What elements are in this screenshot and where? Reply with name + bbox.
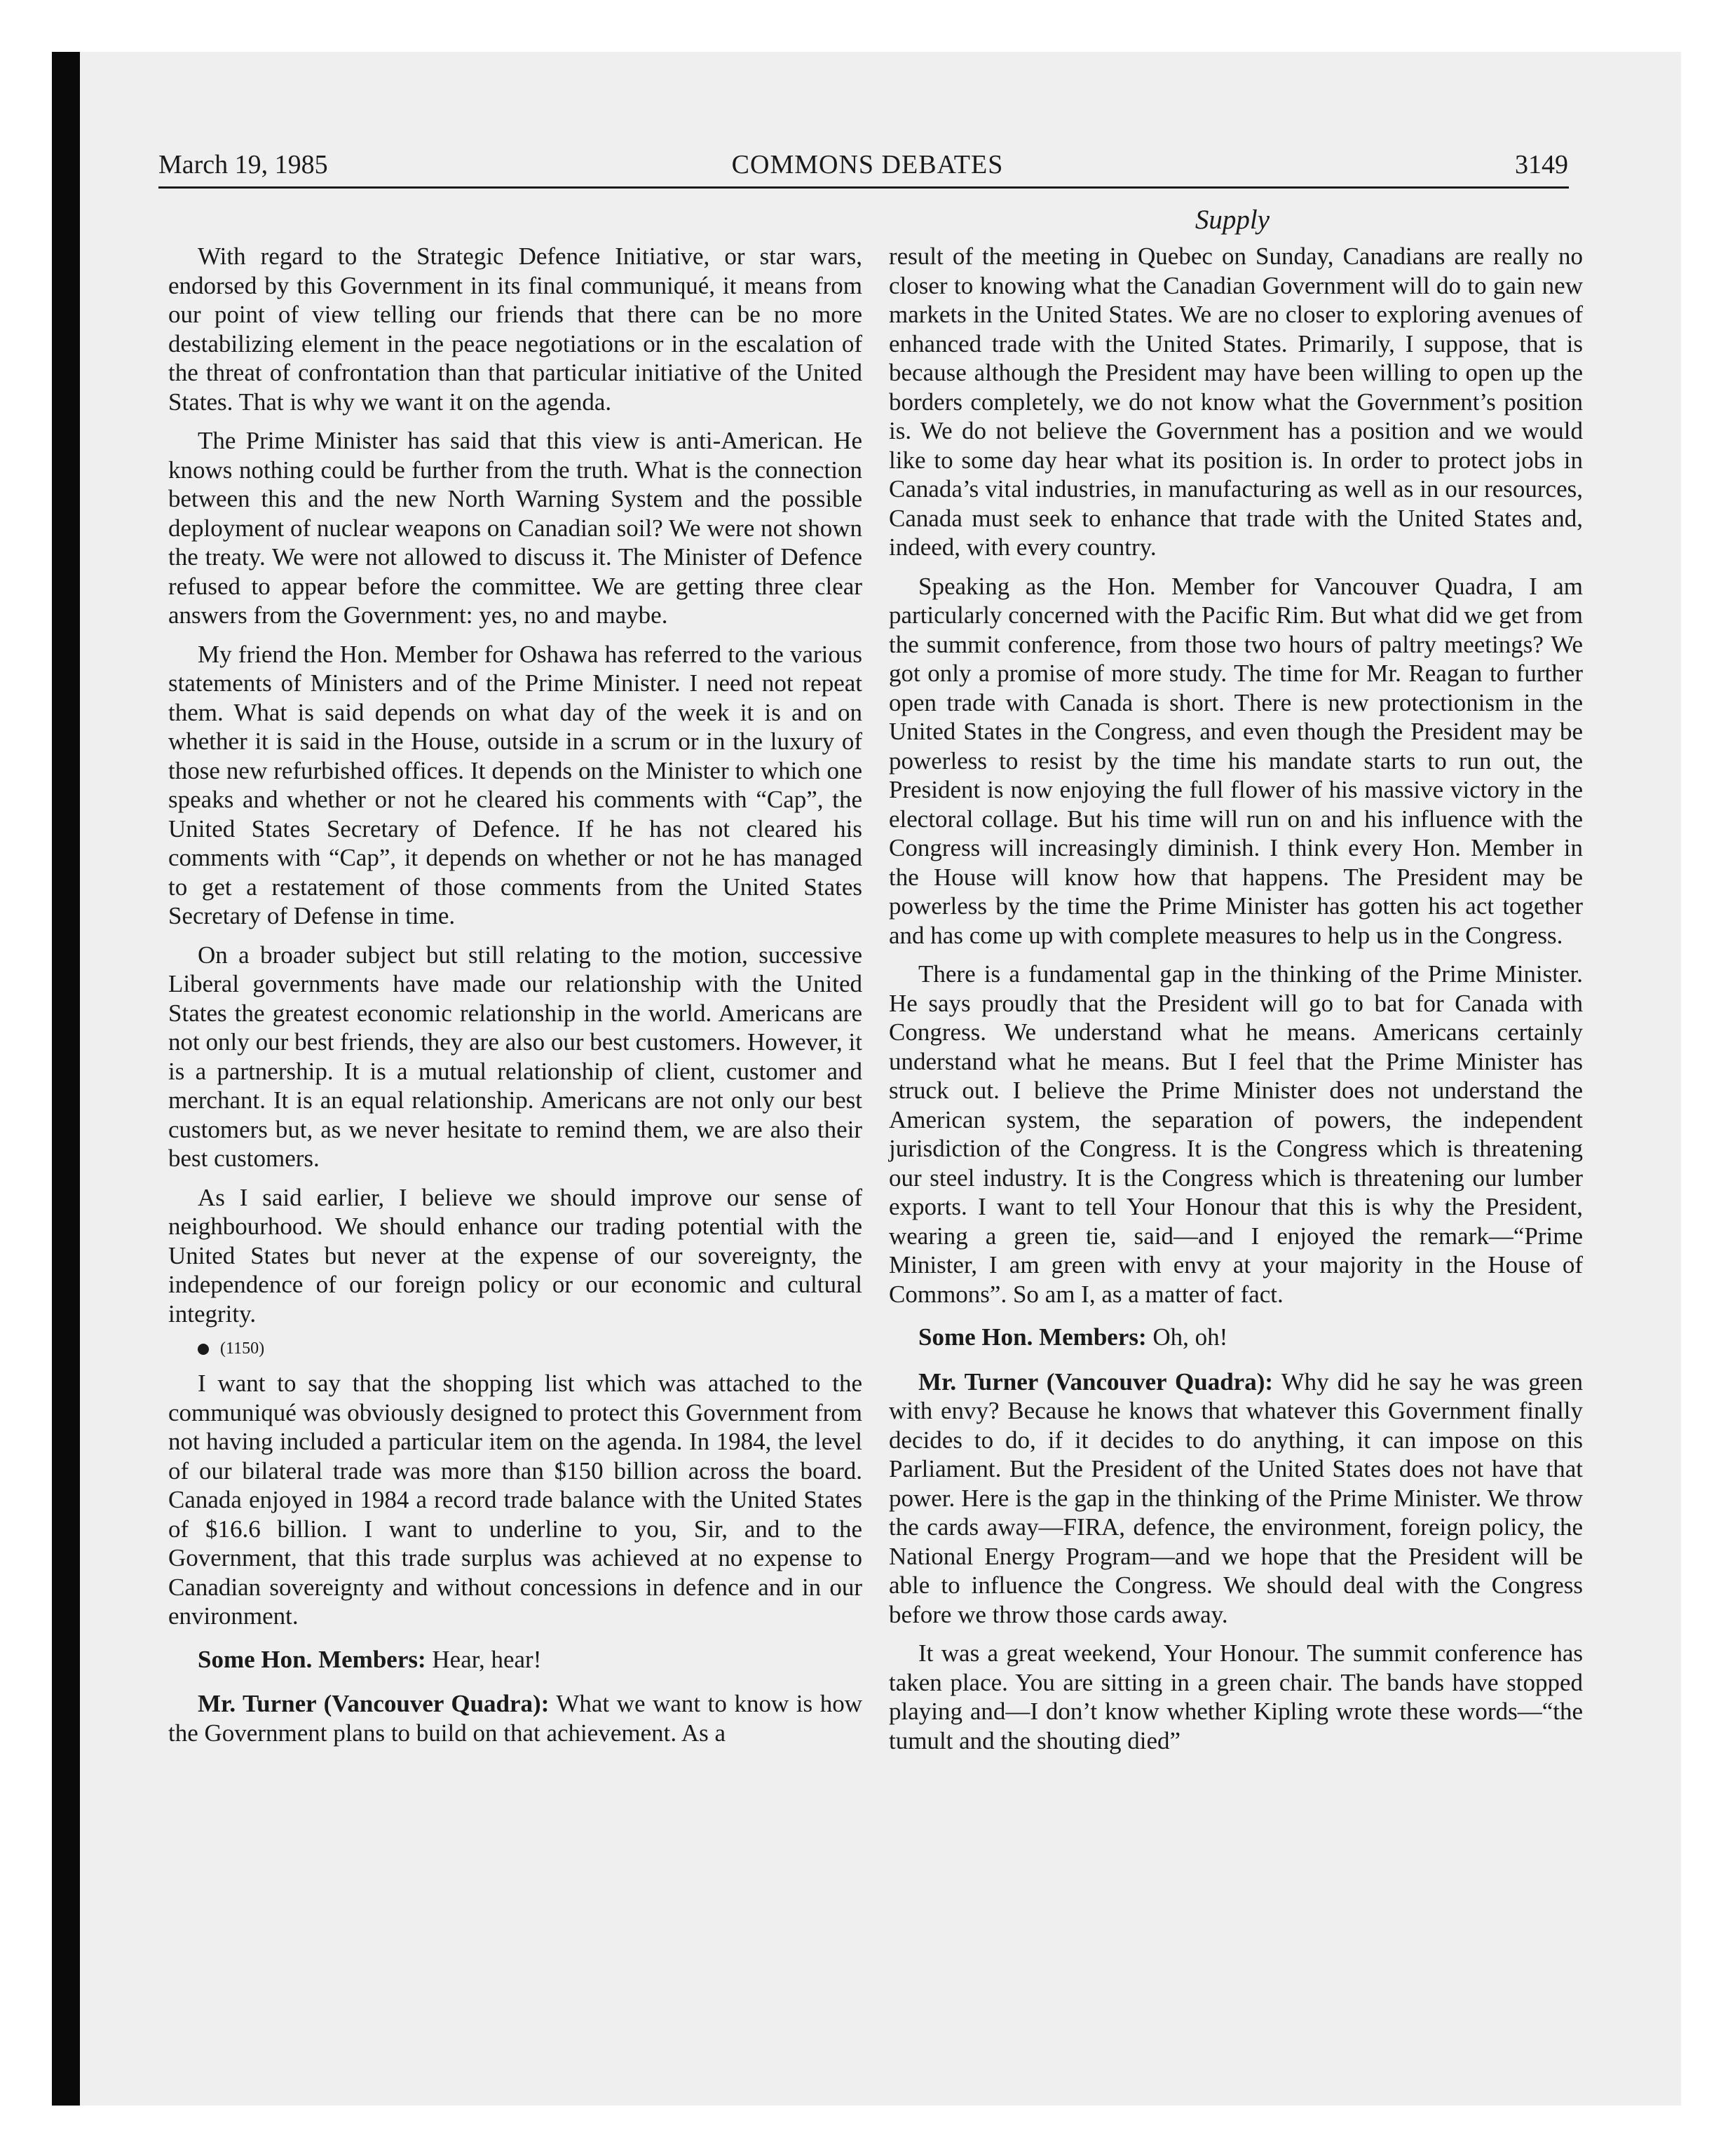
section-title: Supply xyxy=(1195,205,1270,235)
paragraph: My friend the Hon. Member for Oshawa has referred to the various statements of Ministers and of the Prime Minister. I need not repeat them. What is said depends on what day of the week it is and on whether it is said in the House, outside in a scrum or in the luxury of those new refurbished offices. It depends on the Minister to which one speaks and whether or not he cleared his comments with “Cap”, the United States Secretary of Defence. If he has not cleared his comments with “Cap”, it depends on whether or not he has managed to get a restatement of those comments from the United States Secretary of Defense in time. xyxy=(168,640,862,929)
header-rule xyxy=(158,186,1569,189)
right-column xyxy=(889,242,1583,1765)
speaker-name: Some Hon. Members: xyxy=(198,1645,426,1673)
scan-edge-bar xyxy=(52,52,80,2106)
timestamp-marker xyxy=(168,1338,862,1359)
header-publication-title: COMMONS DEBATES xyxy=(731,150,1004,179)
header-page-number: 3149 xyxy=(1515,150,1568,179)
left-column xyxy=(168,242,862,1757)
speech-text: What we want to know is how the Government plans to build on that achievement. As a xyxy=(168,1690,863,1747)
interjection xyxy=(168,1645,862,1674)
paragraph: On a broader subject but still relating to the motion, successive Liberal governments have made our relationship with the United States the greatest economic relationship in the world. Americans are not only our best friends, they are also our best customers. However, it is a partnership. It is a mutual relationship of client, customer and merchant. It is an equal relationship. Americans are not only our best customers but, as we never hesitate to remind them, we are also their best customers. xyxy=(168,941,862,1172)
paragraph: The Prime Minister has said that this view is anti-American. He knows nothing could be further from the truth. What is the connection between this and the new North Warning System and the possible deployment of nuclear weapons on Canadian soil? We were not shown the treaty. We were not allowed to discuss it. The Minister of Defence refused to appear before the committee. We are getting three clear answers from the Government: yes, no and maybe. xyxy=(168,427,862,629)
speech-paragraph xyxy=(168,1689,862,1747)
paragraph: It was a great weekend, Your Honour. The summit conference has taken place. You are sitting in a green chair. The bands have stopped playing and—I don’t know whether Kipling wrote these words—“the tumult and the shouting died” xyxy=(889,1639,1583,1754)
paragraph: With regard to the Strategic Defence Initiative, or star wars, endorsed by this Government in its final communiqué, it means from our point of view telling our friends that there can be no more destabilizing element in the peace negotiations or in the escalation of the threat of confrontation than that particular initiative of the United States. That is why we want it on the agenda. xyxy=(168,243,862,416)
speaker-name: Mr. Turner (Vancouver Quadra): xyxy=(198,1690,550,1717)
timestamp-text: (1150) xyxy=(220,1339,265,1358)
paragraph: As I said earlier, I believe we should improve our sense of neighbourhood. We should enhance our trading potential with the United States but never at the expense of our sovereignty, the independence of our foreign policy or our economic and cultural integrity. xyxy=(168,1183,862,1328)
interjection-text: Hear, hear! xyxy=(432,1645,542,1673)
speech-paragraph xyxy=(889,1367,1583,1630)
speech-text: Why did he say he was green with envy? Because he knows that whatever this Government finally decides to do, if it decides to do anything, it can impose on this Parliament. But the President of the United States does not have that power. Here is the gap in the thinking of the Prime Minister. We throw the cards away—FIRA, defence, the environment, foreign policy, the National Energy Program—and we hope that the President will be able to influence the Congress. We should deal with the Congress before we throw those cards away. xyxy=(889,1367,1584,1628)
paragraph: result of the meeting in Quebec on Sunday, Canadians are really no closer to knowing what the Canadian Government will do to gain new markets in the United States. We are no closer to exploring avenues of enhanced trade with the United States. Primarily, I suppose, that is because although the President may have been willing to open up the borders completely, we do not know what the Government’s position is. We do not believe the Government has a position and we would like to some day hear what its position is. In order to protect jobs in Canada’s vital industries, in manufacturing as well as in our resources, Canada must seek to enhance that trade with the United States and, indeed, with every country. xyxy=(889,243,1583,561)
paragraph: There is a fundamental gap in the thinking of the Prime Minister. He says proudly that the President will go to bat for Canada with Congress. We understand what he means. Americans certainly understand what he means. But I feel that the Prime Minister has struck out. I believe the Prime Minister does not understand the American system, the separation of powers, the independent jurisdiction of the Congress. It is the Congress which is threatening our steel industry. It is the Congress which is threatening our lumber exports. I want to tell Your Honour that this is why the President, wearing a green tie, said—and I enjoyed the remark—“Prime Minister, I am green with envy at your majority in the House of Commons”. So am I, as a matter of fact. xyxy=(889,960,1583,1308)
header-date: March 19, 1985 xyxy=(158,150,328,179)
paragraph: I want to say that the shopping list which was attached to the communiqué was obviously designed to protect this Government from not having included a particular item on the agenda. In 1984, the level of our bilateral trade was more than $150 billion across the board. Canada enjoyed in 1984 a record trade balance with the United States of $16.6 billion. I want to underline to you, Sir, and to the Government, that this trade surplus was achieved at no expense to Canadian sovereignty and without concessions in defence and in our environment. xyxy=(168,1370,862,1630)
interjection xyxy=(889,1323,1583,1352)
bullet-icon xyxy=(198,1344,209,1355)
speaker-name: Mr. Turner (Vancouver Quadra): xyxy=(918,1367,1274,1396)
speaker-name: Some Hon. Members: xyxy=(918,1323,1147,1351)
paragraph: Speaking as the Hon. Member for Vancouver Quadra, I am particularly concerned with the Pacific Rim. But what did we get from the summit conference, from those two hours of paltry meetings? We got only a promise of more study. The time for Mr. Reagan to further open trade with Canada is short. There is new protectionism in the United States in the Congress, and even though the President may be powerless to resist by the time his mandate starts to run out, the President is now enjoying the full flower of his massive victory in the electoral collage. But his time will run on and his influence with the Congress will increasingly diminish. I think every Hon. Member in the House will know how that happens. The President may be powerless by the time the Prime Minister has gotten his act together and has come up with complete measures to help us in the Congress. xyxy=(889,572,1583,949)
interjection-text: Oh, oh! xyxy=(1152,1323,1228,1351)
